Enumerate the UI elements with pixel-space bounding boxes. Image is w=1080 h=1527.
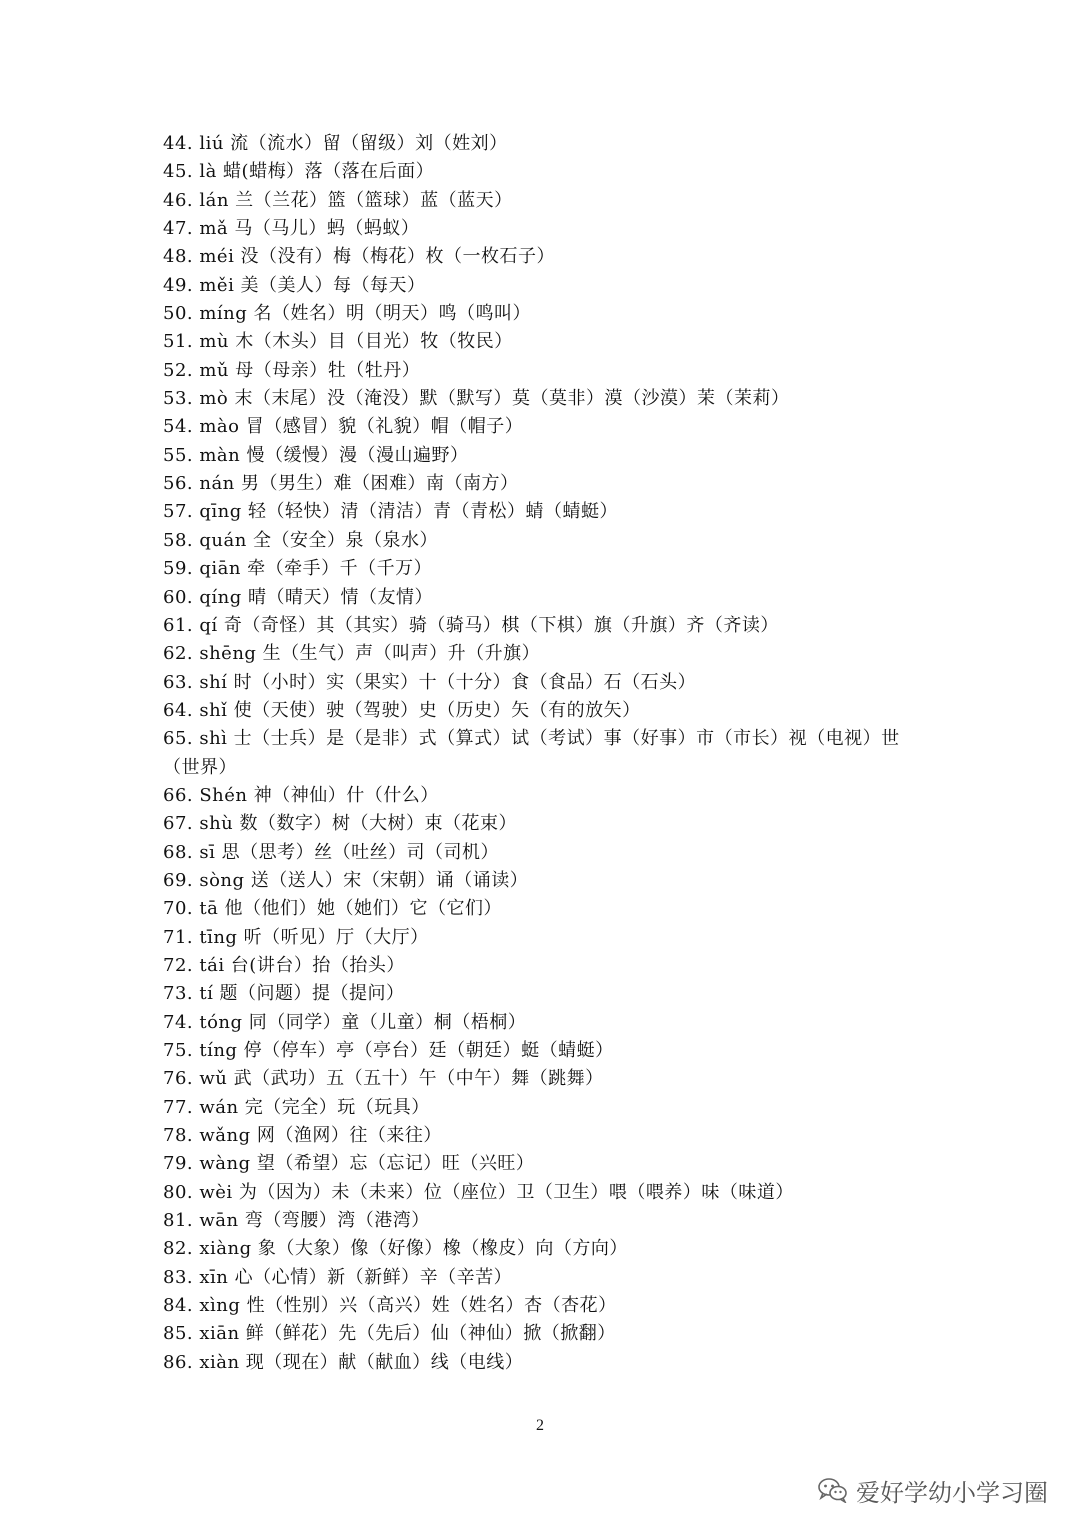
list-item: 79. wàng 望（希望）忘（忘记）旺（兴旺） bbox=[163, 1153, 535, 1175]
page-number: 2 bbox=[536, 1417, 544, 1434]
list-item: 57. qīng 轻（轻快）清（清洁）青（青松）蜻（蜻蜓） bbox=[163, 501, 618, 523]
list-item: 74. tóng 同（同学）童（儿童）桐（梧桐） bbox=[163, 1011, 527, 1033]
list-item: 44. liú 流（流水）留（留级）刘（姓刘） bbox=[163, 133, 508, 154]
watermark bbox=[818, 1472, 1048, 1508]
list-item: 61. qí 奇（奇怪）其（其实）骑（骑马）棋（下棋）旗（升旗）齐（齐读） bbox=[163, 614, 779, 636]
list-item: 51. mù 木（木头）目（目光）牧（牧民） bbox=[163, 331, 513, 353]
list-item: 82. xiàng 象（大象）像（好像）橡（橡皮）向（方向） bbox=[163, 1238, 628, 1260]
list-item: 78. wǎng 网（渔网）往（来往） bbox=[163, 1125, 442, 1147]
vocabulary-list bbox=[163, 130, 923, 1377]
list-item: 69. sòng 送（送人）宋（宋朝）诵（诵读） bbox=[163, 869, 529, 891]
list-item: 53. mò 末（末尾）没（淹没）默（默写）莫（莫非）漠（沙漠）茉（茉莉） bbox=[163, 388, 790, 410]
list-item: 46. lán 兰（兰花）篮（篮球）蓝（蓝天） bbox=[163, 189, 513, 211]
list-item: 47. mǎ 马（马儿）蚂（蚂蚁） bbox=[163, 218, 420, 240]
list-item: 48. méi 没（没有）梅（梅花）枚（一枚石子） bbox=[163, 246, 556, 268]
list-item: 81. wān 弯（弯腰）湾（港湾） bbox=[163, 1210, 430, 1232]
wechat-icon bbox=[818, 1477, 848, 1503]
list-item: 67. shù 数（数字）树（大树）束（花束） bbox=[163, 813, 517, 835]
list-item: 56. nán 男（男生）难（困难）南（南方） bbox=[163, 473, 519, 495]
list-item: 60. qíng 晴（晴天）情（友情） bbox=[163, 586, 433, 608]
list-item: 73. tí 题（问题）提（提问） bbox=[163, 983, 405, 1005]
list-item: 75. tíng 停（停车）亭（亭台）廷（朝廷）蜓（蜻蜓） bbox=[163, 1040, 614, 1061]
list-item: 49. měi 美（美人）每（每天） bbox=[163, 274, 426, 296]
list-item: 63. shí 时（小时）实（果实）十（十分）食（食品）石（石头） bbox=[163, 671, 697, 693]
list-item: 77. wán 完（完全）玩（玩具） bbox=[163, 1096, 430, 1118]
list-item: 62. shēng 生（生气）声（叫声）升（升旗） bbox=[163, 643, 541, 665]
list-item: 83. xīn 心（心情）新（新鲜）辛（辛苦） bbox=[163, 1266, 513, 1288]
list-item: 84. xìng 性（性别）兴（高兴）姓（姓名）杏（杏花） bbox=[163, 1295, 617, 1317]
list-item: 54. mào 冒（感冒）貌（礼貌）帽（帽子） bbox=[163, 416, 524, 438]
list-item: 66. Shén 神（神仙）什（什么） bbox=[163, 784, 439, 806]
list-item: 71. tīng 听（听见）厅（大厅） bbox=[163, 926, 429, 948]
list-item: 76. wǔ 武（武功）五（五十）午（中午）舞（跳舞） bbox=[163, 1068, 604, 1090]
watermark-text: 爱好学幼小学习圈 bbox=[856, 1478, 1048, 1507]
list-item: 86. xiàn 现（现在）献（献血）线（电线） bbox=[163, 1351, 524, 1373]
list-item: 58. quán 全（安全）泉（泉水） bbox=[163, 529, 439, 551]
list-item: 55. màn 慢（缓慢）漫（漫山遍野） bbox=[163, 444, 469, 466]
list-item: 45. là 蜡(蜡梅）落（落在后面） bbox=[163, 161, 435, 183]
list-item: 52. mǔ 母（母亲）牡（牡丹） bbox=[163, 359, 421, 381]
list-item: 72. tái 台(讲台）抬（抬头） bbox=[163, 954, 405, 976]
list-item: 80. wèi 为（因为）未（未来）位（座位）卫（卫生）喂（喂养）味（味道） bbox=[163, 1181, 794, 1203]
list-item: 70. tā 他（他们）她（她们）它（它们） bbox=[163, 898, 503, 920]
list-item: 50. míng 名（姓名）明（明天）鸣（鸣叫） bbox=[163, 303, 532, 325]
list-item: 64. shǐ 使（天使）驶（驾驶）史（历史）矢（有的放矢） bbox=[163, 699, 641, 721]
list-item: 68. sī 思（思考）丝（吐丝）司（司机） bbox=[163, 841, 500, 863]
list-item: 65. shì 士（士兵）是（是非）式（算式）试（考试）事（好事）市（市长）视（电视）世（世界） bbox=[163, 728, 900, 778]
list-item: 85. xiān 鲜（鲜花）先（先后）仙（神仙）掀（掀翻） bbox=[163, 1323, 616, 1345]
list-item: 59. qiān 牵（牵手）千（千万） bbox=[163, 558, 433, 580]
